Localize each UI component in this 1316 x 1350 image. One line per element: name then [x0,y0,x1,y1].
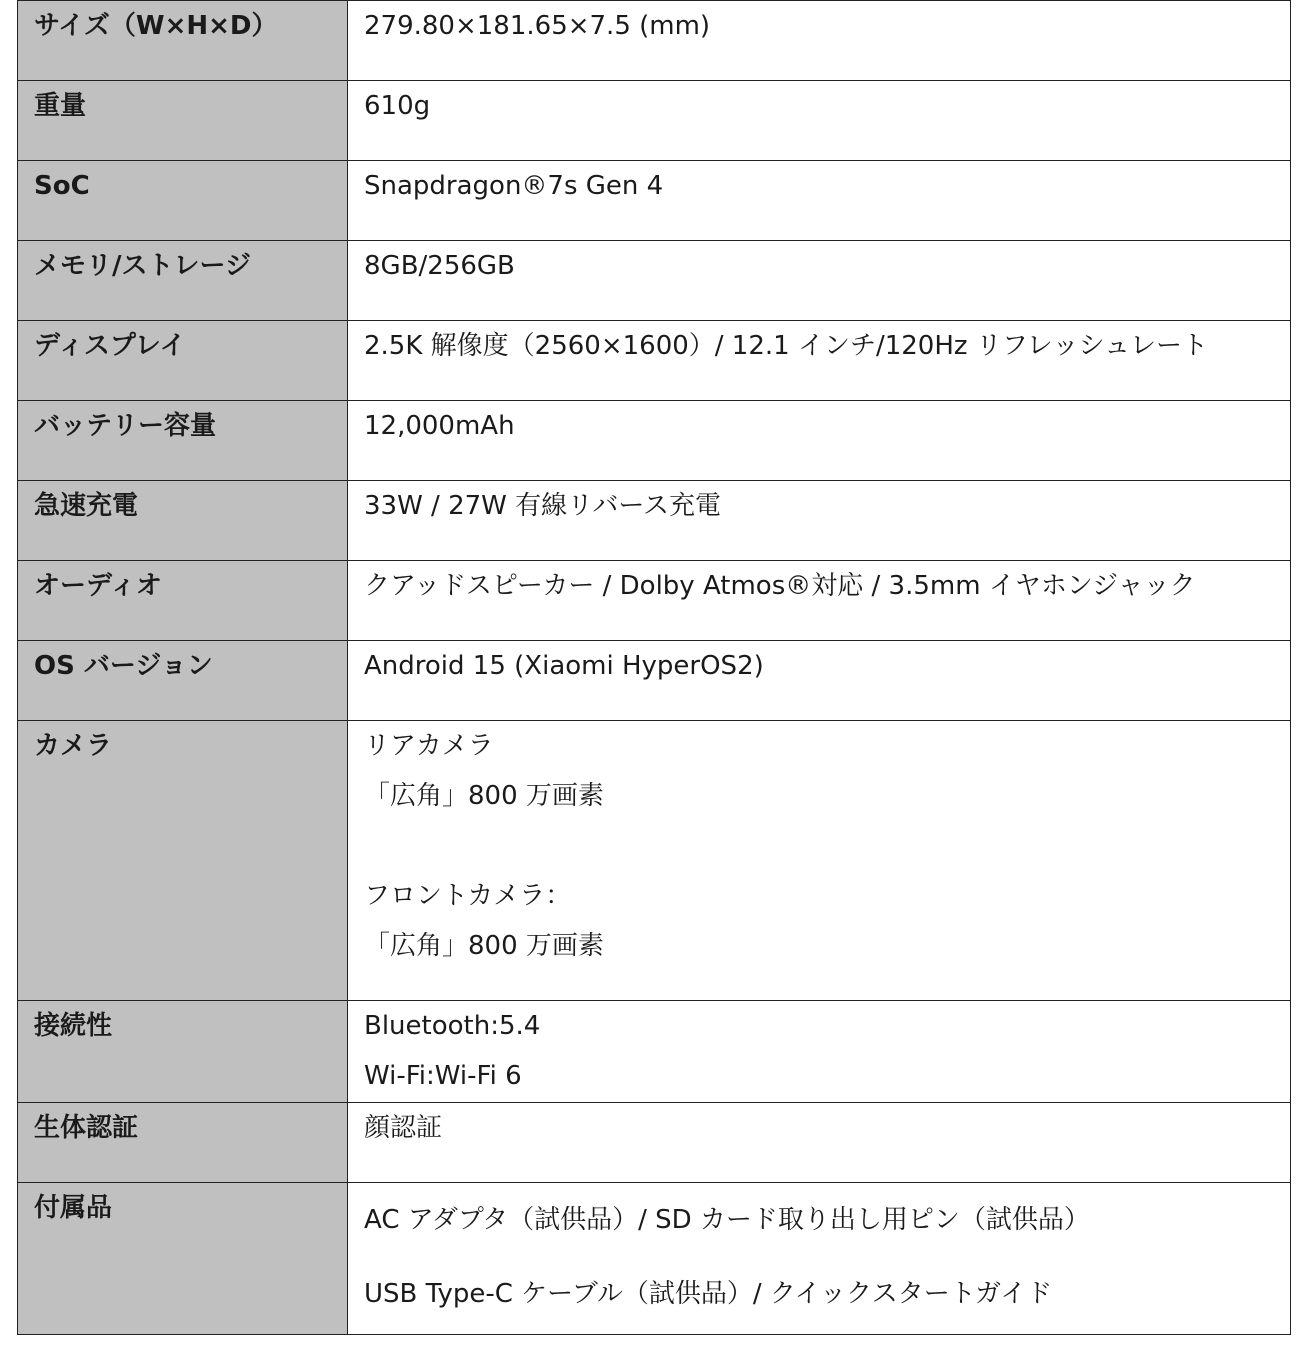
value-line: フロントカメラ： [364,881,572,911]
value-line: USB Type-C ケーブル（試供品）/ クイックスタートガイド [364,1279,1053,1309]
row-value [348,81,1291,161]
value-line: 8GB/256GB [364,251,515,281]
table-row [18,1001,1291,1103]
table-row [18,1183,1291,1335]
row-value [348,161,1291,241]
row-value [348,1001,1291,1103]
row-label: 生体認証 [18,1103,348,1183]
row-label: カメラ [18,721,348,1001]
value-line: 「広角」800 万画素 [364,781,604,811]
value-line: 12,000mAh [364,411,515,441]
table-row [18,1103,1291,1183]
table-row [18,641,1291,721]
value-line: Wi-Fi:Wi-Fi 6 [364,1061,522,1091]
table-row [18,161,1291,241]
row-label: 付属品 [18,1183,348,1335]
row-value [348,1103,1291,1183]
value-line [364,821,1274,871]
row-value [348,481,1291,561]
table-row [18,1,1291,81]
row-label: 重量 [18,81,348,161]
spec-table [17,0,1291,1335]
table-row [18,721,1291,1001]
row-label: バッテリー容量 [18,401,348,481]
row-value [348,321,1291,401]
value-line: Snapdragon®7s Gen 4 [364,171,664,201]
row-value [348,1,1291,81]
value-line: 610g [364,91,431,121]
value-line: Bluetooth:5.4 [364,1011,541,1041]
row-value [348,641,1291,721]
row-label: 急速充電 [18,481,348,561]
row-value [348,401,1291,481]
table-row [18,321,1291,401]
value-line: クアッドスピーカー / Dolby Atmos®対応 / 3.5mm イヤホンジャック [364,571,1196,601]
value-line: Android 15 (Xiaomi HyperOS2) [364,651,764,681]
row-label: メモリ/ストレージ [18,241,348,321]
value-line: リアカメラ [364,731,494,761]
row-value [348,1183,1291,1335]
table-row [18,401,1291,481]
row-label: OS バージョン [18,641,348,721]
value-line: AC アダプタ（試供品）/ SD カード取り出し用ピン（試供品） [364,1205,1090,1235]
row-label: ディスプレイ [18,321,348,401]
row-value [348,241,1291,321]
row-value [348,561,1291,641]
table-row [18,241,1291,321]
value-line: 279.80×181.65×7.5 (mm) [364,11,711,41]
value-line: 顔認証 [364,1113,443,1143]
table-row [18,481,1291,561]
row-label: サイズ（W×H×D） [18,1,348,81]
table-row [18,561,1291,641]
value-line: 2.5K 解像度（2560×1600）/ 12.1 インチ/120Hz リフレッシュレート [364,331,1208,361]
row-label: SoC [18,161,348,241]
row-value [348,721,1291,1001]
row-label: 接続性 [18,1001,348,1103]
row-label: オーディオ [18,561,348,641]
value-line: 33W / 27W 有線リバース充電 [364,491,722,521]
table-row [18,81,1291,161]
value-line: 「広角」800 万画素 [364,931,604,961]
